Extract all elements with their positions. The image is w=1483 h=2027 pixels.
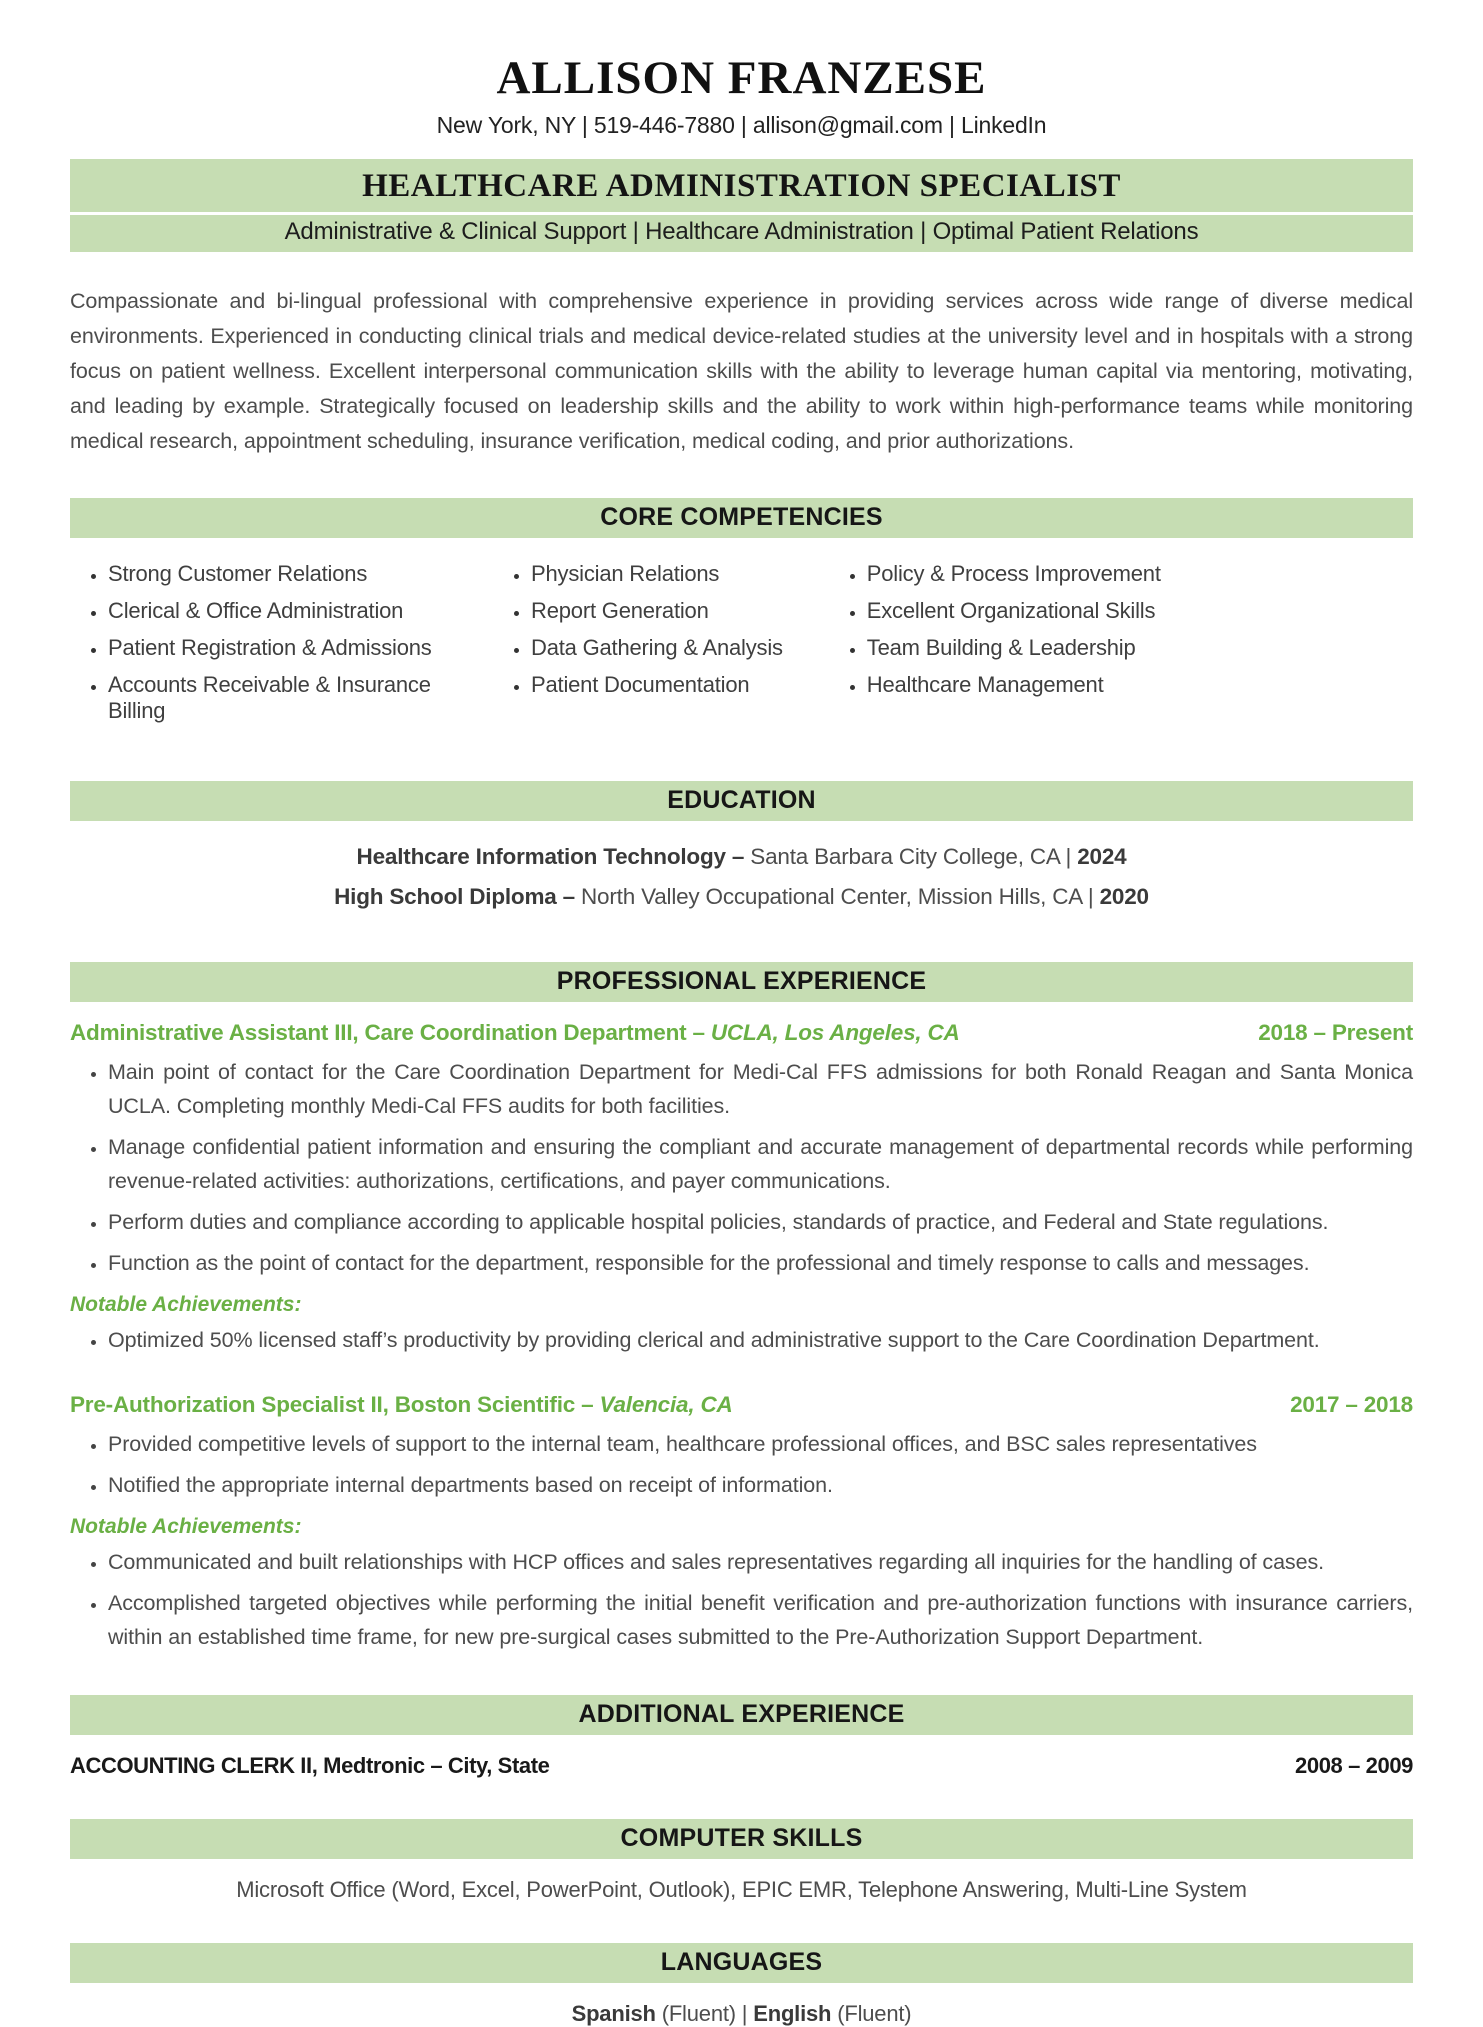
education-pipe: |: [1081, 883, 1100, 909]
job-bullet-list: [70, 1428, 1413, 1503]
language-name: Spanish: [571, 2000, 656, 2026]
additional-entry-title: ACCOUNTING CLERK II, Medtronic – City, State: [70, 1752, 550, 1778]
achievement-bullet: • Accomplished targeted objectives while performing the initial benefit verification and pre-authorization functions with insurance carriers, within an established time frame, for new pre-surgical cases submitted to the Pre-Authorization Support Department.: [108, 1587, 1413, 1655]
additional-entry-dates: 2008 – 2009: [1295, 1752, 1413, 1778]
job-dates: 2017 – 2018: [1290, 1392, 1413, 1418]
job-bullet: • Manage confidential patient information and ensuring the compliant and accurate management of departmental records while performing revenue-related activities: authorizations, certifications, and payer communications.: [108, 1131, 1413, 1199]
core-competencies-grid: [70, 550, 1413, 735]
job-title: [70, 1392, 733, 1418]
competency-column-1: [70, 550, 493, 735]
competency-item: • Strong Customer Relations: [108, 561, 493, 587]
achievement-bullet: • Optimized 50% licensed staff’s productivity by providing clerical and administrative support to the Care Coordination Department.: [108, 1324, 1413, 1358]
achievements-label: Notable Achievements:: [70, 1293, 302, 1317]
competency-item: • Patient Documentation: [531, 672, 829, 698]
competency-item: • Excellent Organizational Skills: [867, 598, 1413, 624]
competency-column-2: [493, 550, 829, 735]
competency-item: • Report Generation: [531, 598, 829, 624]
computer-skills-text: Microsoft Office (Word, Excel, PowerPoint, Outlook), EPIC EMR, Telephone Answering, Multi-Line System: [236, 1876, 1247, 1902]
job-bullet: • Perform duties and compliance according to applicable hospital policies, standards of practice, and Federal and State regulations.: [108, 1206, 1413, 1240]
competency-item: • Physician Relations: [531, 561, 829, 587]
section-heading-education: EDUCATION: [70, 781, 1413, 821]
section-heading-core-competencies: CORE COMPETENCIES: [70, 498, 1413, 538]
achievements-label: Notable Achievements:: [70, 1514, 302, 1538]
job-header: [70, 1392, 1413, 1418]
job-bullet: • Provided competitive levels of support to the internal team, healthcare professional offices, and BSC sales representatives: [108, 1428, 1413, 1462]
job-location: Valencia, CA: [593, 1392, 733, 1418]
job-location: UCLA, Los Angeles, CA: [704, 1020, 960, 1046]
candidate-name: ALLISON FRANZESE: [496, 52, 987, 104]
education-dash: –: [556, 883, 581, 909]
language-separator: |: [735, 2000, 754, 2026]
education-institution: North Valley Occupational Center, Mission Hills, CA: [581, 883, 1082, 909]
competency-item: • Policy & Process Improvement: [867, 561, 1413, 587]
competency-item: • Healthcare Management: [867, 672, 1413, 698]
professional-title: HEALTHCARE ADMINISTRATION SPECIALIST: [70, 159, 1413, 212]
job-header: [70, 1020, 1413, 1046]
competency-item: • Data Gathering & Analysis: [531, 635, 829, 661]
job-bullet: • Function as the point of contact for the department, responsible for the professional and timely response to calls and messages.: [108, 1247, 1413, 1281]
professional-subtitle: Administrative & Clinical Support | Healthcare Administration | Optimal Patient Relations: [70, 215, 1413, 252]
job-title-text: Pre-Authorization Specialist II, Boston Scientific –: [70, 1392, 594, 1418]
professional-summary: Compassionate and bi-lingual professional with comprehensive experience in providing services across wide range of diverse medical environments. Experienced in conducting clinical trials and medical device-related studies at the university level and in hospitals with a strong focus on patient wellness. Excellent interpersonal communication skills with the ability to leverage human capital via mentoring, motivating, and leading by example. Strategically focused on leadership skills and the ability to work within high-performance teams while monitoring medical research, appointment scheduling, insurance verification, medical coding, and prior authorizations.: [70, 289, 1413, 453]
language-level: (Fluent): [655, 2000, 736, 2026]
achievement-bullet: • Communicated and built relationships with HCP offices and sales representatives regarding all inquiries for the handling of cases.: [108, 1546, 1413, 1580]
education-entry: [70, 877, 1413, 916]
contact-line: New York, NY | 519-446-7880 | allison@gmail.com | LinkedIn: [436, 112, 1047, 139]
title-banner: [70, 159, 1413, 252]
job-bullet-list: [70, 1056, 1413, 1281]
job-bullet: • Main point of contact for the Care Coordination Department for Medi-Cal FFS admissions for both Ronald Reagan and Santa Monica UCLA. Completing monthly Medi-Cal FFS audits for both facilities.: [108, 1056, 1413, 1124]
section-heading-additional-experience: ADDITIONAL EXPERIENCE: [70, 1695, 1413, 1735]
education-program: Healthcare Information Technology: [356, 844, 726, 870]
education-block: [70, 837, 1413, 916]
competency-item: • Accounts Receivable & Insurance Billing: [108, 672, 493, 724]
education-year: 2020: [1099, 883, 1149, 909]
language-name: English: [753, 2000, 832, 2026]
section-heading-languages: LANGUAGES: [70, 1943, 1413, 1983]
section-heading-computer-skills: COMPUTER SKILLS: [70, 1819, 1413, 1859]
job-bullet: • Notified the appropriate internal departments based on receipt of information.: [108, 1469, 1413, 1503]
job-title-text: Administrative Assistant III, Care Coordination Department –: [70, 1020, 705, 1046]
languages-line: [70, 2001, 1413, 2027]
competency-item: • Clerical & Office Administration: [108, 598, 493, 624]
education-institution: Santa Barbara City College, CA: [750, 844, 1060, 870]
job-title: [70, 1020, 960, 1046]
education-dash: –: [725, 844, 751, 870]
achievements-list: [70, 1546, 1413, 1655]
job-dates: 2018 – Present: [1258, 1020, 1413, 1046]
language-level: (Fluent): [831, 2000, 912, 2026]
education-entry: [70, 837, 1413, 876]
education-pipe: |: [1059, 844, 1078, 870]
competency-item: • Team Building & Leadership: [867, 635, 1413, 661]
section-heading-professional-experience: PROFESSIONAL EXPERIENCE: [70, 962, 1413, 1002]
achievements-list: [70, 1324, 1413, 1358]
competency-item: • Patient Registration & Admissions: [108, 635, 493, 661]
education-year: 2024: [1077, 844, 1127, 870]
competency-column-3: [829, 550, 1413, 735]
education-program: High School Diploma: [334, 883, 557, 909]
additional-experience-entry: [70, 1753, 1413, 1779]
